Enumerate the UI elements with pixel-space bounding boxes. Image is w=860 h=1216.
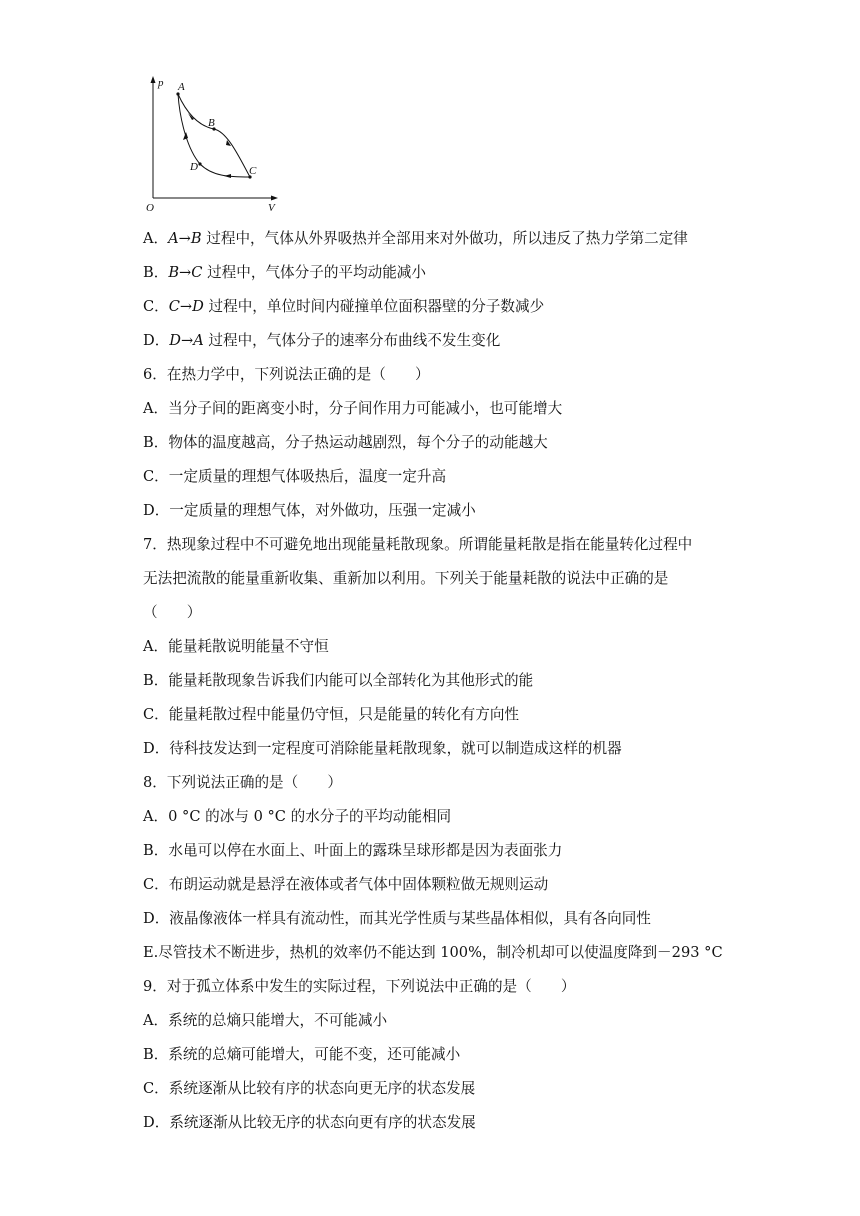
q7-option-b: B．能量耗散现象告诉我们内能可以全部转化为其他形式的能 (143, 672, 534, 689)
v-axis-arrow (271, 196, 278, 201)
q6-option-b: B．物体的温度越高，分子热运动越剧烈，每个分子的动能越大 (143, 434, 548, 451)
label-c: C (249, 165, 257, 177)
arrow-c-d (224, 174, 231, 178)
q5-option-a (143, 229, 688, 249)
curve-a-b-c (178, 94, 250, 177)
q5-option-b (143, 263, 426, 283)
q5-option-c (143, 297, 544, 317)
q5-option-c-letter: C． (143, 298, 169, 315)
pv-diagram-svg (140, 74, 290, 218)
q5-option-a-letter: A． (143, 230, 169, 247)
point-d-dot (198, 162, 201, 165)
q7-stem-line-2: 无法把流散的能量重新收集、重新加以利用。下列关于能量耗散的说法中正确的是 (143, 570, 669, 587)
q9-option-d: D．系统逐渐从比较无序的状态向更有序的状态发展 (143, 1114, 476, 1131)
p-axis-arrow (151, 76, 156, 83)
q8-stem: 8．下列说法正确的是（ ） (143, 774, 343, 791)
label-b: B (208, 117, 215, 129)
arrow-a-b (188, 113, 194, 120)
q9-option-b: B．系统的总熵可能增大，可能不变，还可能减小 (143, 1046, 461, 1063)
q5-option-d-process: D→A (169, 332, 204, 349)
q6-option-c: C．一定质量的理想气体吸热后，温度一定升高 (143, 468, 447, 485)
label-o: O (146, 202, 154, 214)
pv-diagram (140, 74, 290, 218)
q8-option-d: D．液晶像液体一样具有流动性，而其光学性质与某些晶体相似，具有各向同性 (143, 910, 651, 927)
label-d: D (190, 161, 198, 173)
q5-option-c-process: C→D (168, 298, 204, 315)
q9-option-c: C．系统逐渐从比较有序的状态向更无序的状态发展 (143, 1080, 476, 1097)
q8-option-a: A．0 °C 的冰与 0 °C 的水分子的平均动能相同 (143, 808, 452, 825)
q5-option-a-process: A→B (168, 230, 202, 247)
q9-stem: 9．对于孤立体系中发生的实际过程，下列说法中正确的是（ ） (143, 978, 576, 995)
q7-option-c: C．能量耗散过程中能量仍守恒，只是能量的转化有方向性 (143, 706, 520, 723)
q9-option-a: A．系统的总熵只能增大，不可能减小 (143, 1012, 388, 1029)
q5-option-d-text: 过程中，气体分子的速率分布曲线不发生变化 (203, 332, 501, 349)
q7-stem-line-3: （ ） (143, 604, 202, 621)
q5-option-b-letter: B． (143, 264, 169, 281)
q7-option-d: D．待科技发达到一定程度可消除能量耗散现象，就可以制造成这样的机器 (143, 740, 622, 757)
q5-option-d-letter: D． (143, 332, 170, 349)
q8-option-e: E.尽管技术不断进步，热机的效率仍不能达到 100%，制冷机却可以使温度降到－293 °C (143, 944, 723, 961)
q5-option-d (143, 331, 500, 351)
q5-option-b-process: B→C (168, 264, 203, 281)
q7-option-a: A．能量耗散说明能量不守恒 (143, 638, 329, 655)
curve-c-d-a (178, 94, 250, 177)
q5-option-a-text: 过程中，气体从外界吸热并全部用来对外做功，所以违反了热力学第二定律 (201, 230, 688, 247)
q6-option-a: A．当分子间的距离变小时，分子间作用力可能减小，也可能增大 (143, 400, 563, 417)
q6-option-d: D．一定质量的理想气体，对外做功，压强一定减小 (143, 502, 476, 519)
q5-option-c-text: 过程中，单位时间内碰撞单位面积器壁的分子数减少 (203, 298, 545, 315)
q6-stem: 6．在热力学中，下列说法正确的是（ ） (143, 366, 430, 383)
label-p: p (158, 77, 164, 89)
q8-option-b: B．水黾可以停在水面上、叶面上的露珠呈球形都是因为表面张力 (143, 842, 563, 859)
q5-option-b-text: 过程中，气体分子的平均动能减小 (202, 264, 426, 281)
label-v: V (268, 202, 275, 214)
q7-stem-line-1: 7．热现象过程中不可避免地出现能量耗散现象。所谓能量耗散是指在能量转化过程中 (143, 536, 693, 553)
label-a: A (178, 81, 185, 93)
q8-option-c: C．布朗运动就是悬浮在液体或者气体中固体颗粒做无规则运动 (143, 876, 549, 893)
